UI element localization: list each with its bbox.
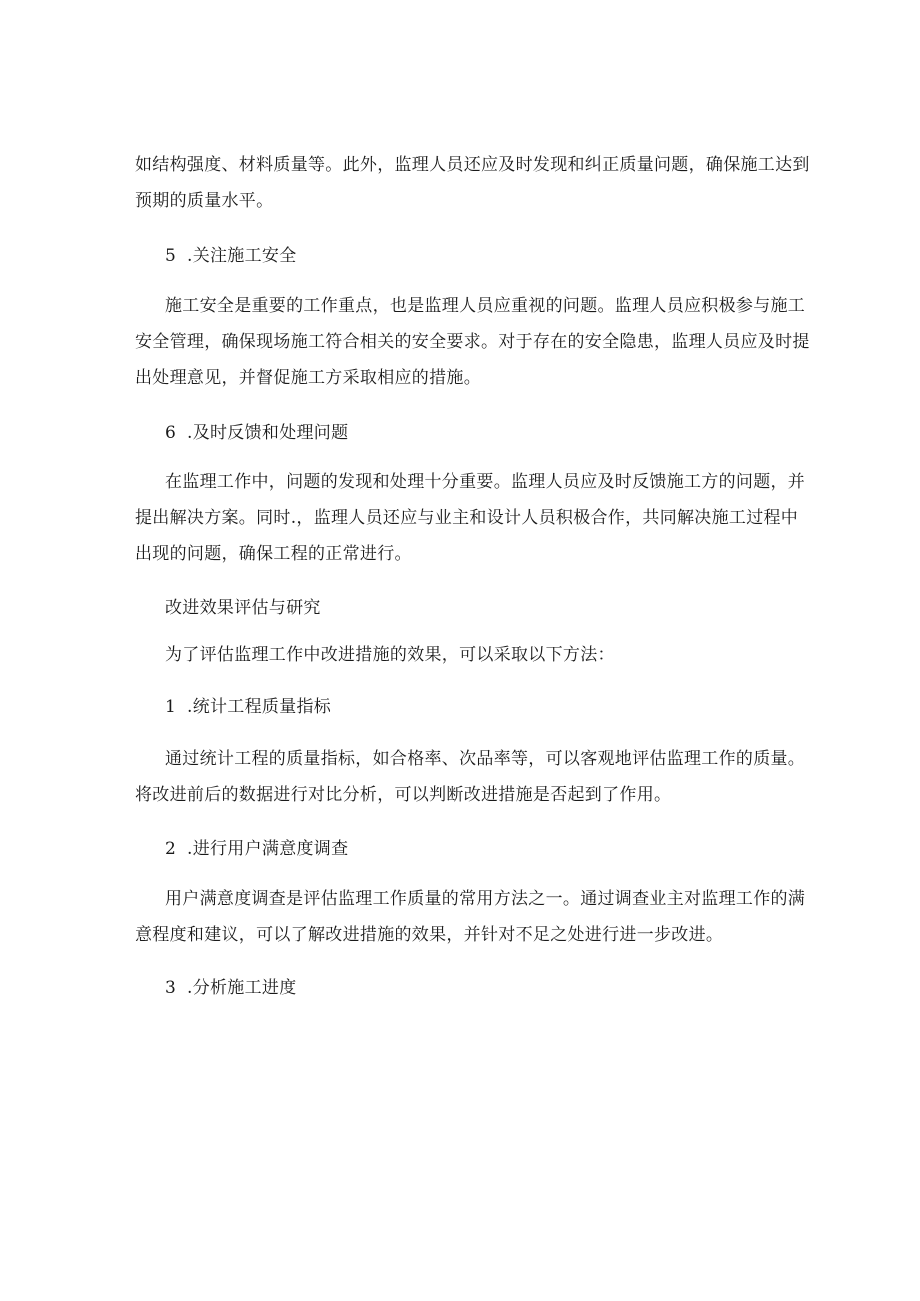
heading-text: .关注施工安全	[187, 246, 297, 266]
paragraph-line: 安全管理，确保现场施工符合相关的安全要求。对于存在的安全隐患，监理人员应及时提	[135, 332, 810, 352]
section-heading-3	[165, 977, 297, 999]
heading-number: 2	[165, 839, 177, 859]
heading-number: 1	[165, 697, 177, 717]
paragraph-line: 在监理工作中，问题的发现和处理十分重要。监理人员应及时反馈施工方的问题，并	[165, 472, 806, 492]
paragraph-line: 用户满意度调查是评估监理工作质量的常用方法之一。通过调查业主对监理工作的满	[165, 889, 806, 909]
paragraph-line: 将改进前后的数据进行对比分析，可以判断改进措施是否起到了作用。	[135, 785, 672, 805]
paragraph-line: 如结构强度、材料质量等。此外，监理人员还应及时发现和纠正质量问题，确保施工达到	[135, 155, 810, 175]
paragraph-line: 出现的问题，确保工程的正常进行。	[135, 544, 412, 564]
heading-text: .进行用户满意度调查	[187, 839, 349, 859]
heading-number: 5	[165, 246, 177, 266]
heading-text: .及时反馈和处理问题	[187, 423, 349, 443]
section-title: 改进效果评估与研究	[165, 598, 321, 618]
paragraph-line: 预期的质量水平。	[135, 191, 274, 211]
paragraph-line: 施工安全是重要的工作重点，也是监理人员应重视的问题。监理人员应积极参与施工	[165, 296, 806, 316]
heading-text: .统计工程质量指标	[187, 697, 332, 717]
section-intro: 为了评估监理工作中改进措施的效果，可以采取以下方法：	[165, 645, 615, 665]
heading-text: .分析施工进度	[187, 978, 297, 998]
section-heading-2	[165, 838, 348, 860]
paragraph-line: 意程度和建议，可以了解改进措施的效果，并针对不足之处进行进一步改进。	[135, 925, 724, 945]
paragraph-line: 出处理意见，并督促施工方采取相应的措施。	[135, 368, 481, 388]
paragraph-line: 提出解决方案。同时.，监理人员还应与业主和设计人员积极合作，共同解决施工过程中	[135, 508, 799, 528]
section-heading-1	[165, 696, 331, 718]
section-heading-6	[165, 422, 348, 444]
paragraph-line: 通过统计工程的质量指标，如合格率、次品率等，可以客观地评估监理工作的质量。	[165, 749, 806, 769]
heading-number: 6	[165, 423, 177, 443]
section-heading-5	[165, 245, 297, 267]
heading-number: 3	[165, 978, 177, 998]
